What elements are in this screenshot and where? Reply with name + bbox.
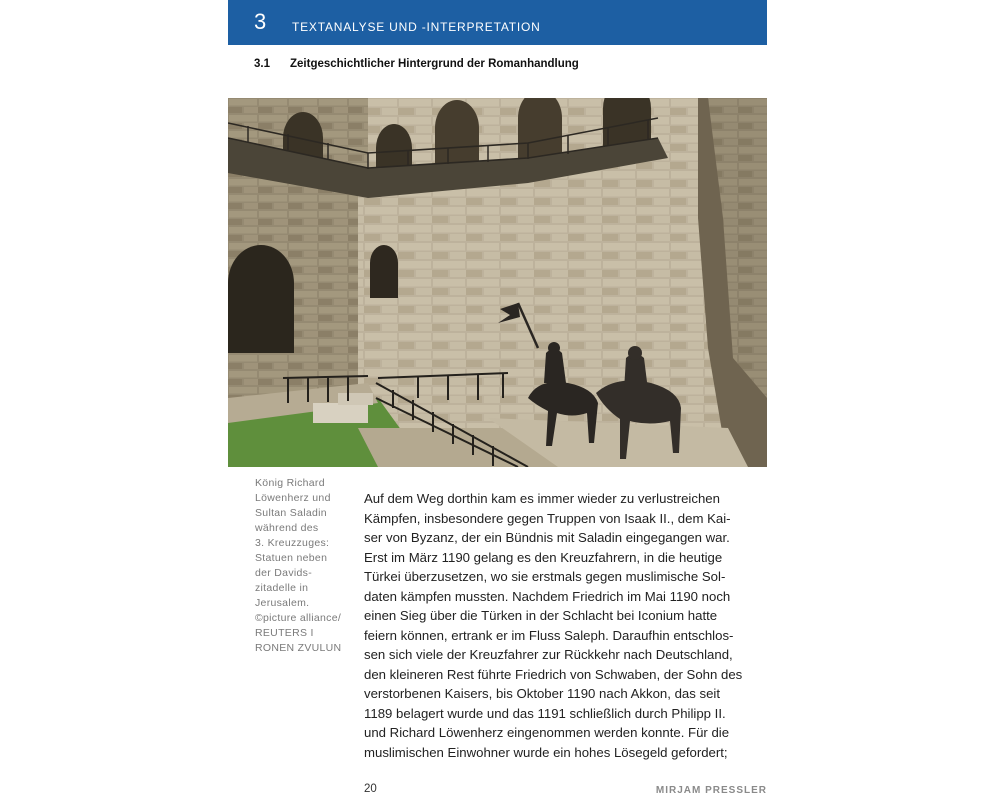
chapter-title: TEXTANALYSE UND -INTERPRETATION <box>292 20 541 34</box>
caption-line: Löwenherz und <box>255 492 331 504</box>
body-line: verstorbenen Kaisers, bis Oktober 1190 nach Akkon, das seit <box>364 686 721 701</box>
caption-line: 3. Kreuzzuges: <box>255 537 330 549</box>
section-heading <box>254 57 579 71</box>
citadel-statues-photo <box>228 98 767 467</box>
body-line: muslimischen Einwohner wurde ein hohes Lösegeld gefordert; <box>364 744 728 760</box>
caption-credit-line: REUTERS I <box>255 627 314 639</box>
body-line: Erst im März 1190 gelang es den Kreuzfahrern, in die heutige <box>364 549 723 565</box>
caption-credit-line: ©picture alliance/ <box>255 612 342 624</box>
book-page <box>228 0 767 800</box>
chapter-header-bar <box>228 0 767 45</box>
section-title: Zeitgeschichtlicher Hintergrund der Romanhandlung <box>290 58 579 70</box>
body-paragraph <box>364 489 768 762</box>
chapter-number: 3 <box>254 9 267 34</box>
caption-line: der Davids- <box>255 567 312 579</box>
author-running-footer: MIRJAM PRESSLER <box>655 785 767 796</box>
caption-line: zitadelle in <box>255 582 309 594</box>
body-line: sen sich viele der Kreuzfahrer zur Rückkehr nach Deutschland, <box>364 647 733 662</box>
body-line: feiern können, ertrank er im Fluss Saleph. Daraufhin entschlos- <box>364 627 734 643</box>
caption-line: Sultan Saladin <box>255 507 327 519</box>
body-line: daten kämpfen mussten. Nachdem Friedrich im Mai 1190 noch <box>364 588 731 604</box>
body-line: ser von Byzanz, der ein Bündnis mit Saladin eingegangen war. <box>364 530 730 545</box>
caption-line: während des <box>255 522 319 534</box>
body-line: Kämpfen, insbesondere gegen Truppen von Isaak II., dem Kai- <box>364 510 731 526</box>
photo-caption <box>255 476 355 656</box>
caption-line: Jerusalem. <box>255 597 310 609</box>
page-number: 20 <box>364 783 377 795</box>
caption-line: Statuen neben <box>255 552 328 564</box>
body-line: Auf dem Weg dorthin kam es immer wieder zu verlustreichen <box>364 491 720 506</box>
caption-credit-line: RONEN ZVULUN <box>255 642 342 654</box>
body-line: einen Sieg über die Türken in der Schlacht bei Iconium hatte <box>364 608 718 623</box>
body-line: 1189 belagert wurde und das 1191 schließlich durch Philipp II. <box>364 705 726 721</box>
body-line: den kleineren Rest führte Friedrich von Schwaben, der Sohn des <box>364 666 743 682</box>
caption-line: König Richard <box>255 477 325 489</box>
section-number: 3.1 <box>254 58 270 70</box>
body-line: Türkei überzusetzen, wo sie erstmals gegen muslimische Sol- <box>364 569 726 584</box>
body-line: und Richard Löwenherz eingenommen werden konnte. Für die <box>364 725 730 740</box>
